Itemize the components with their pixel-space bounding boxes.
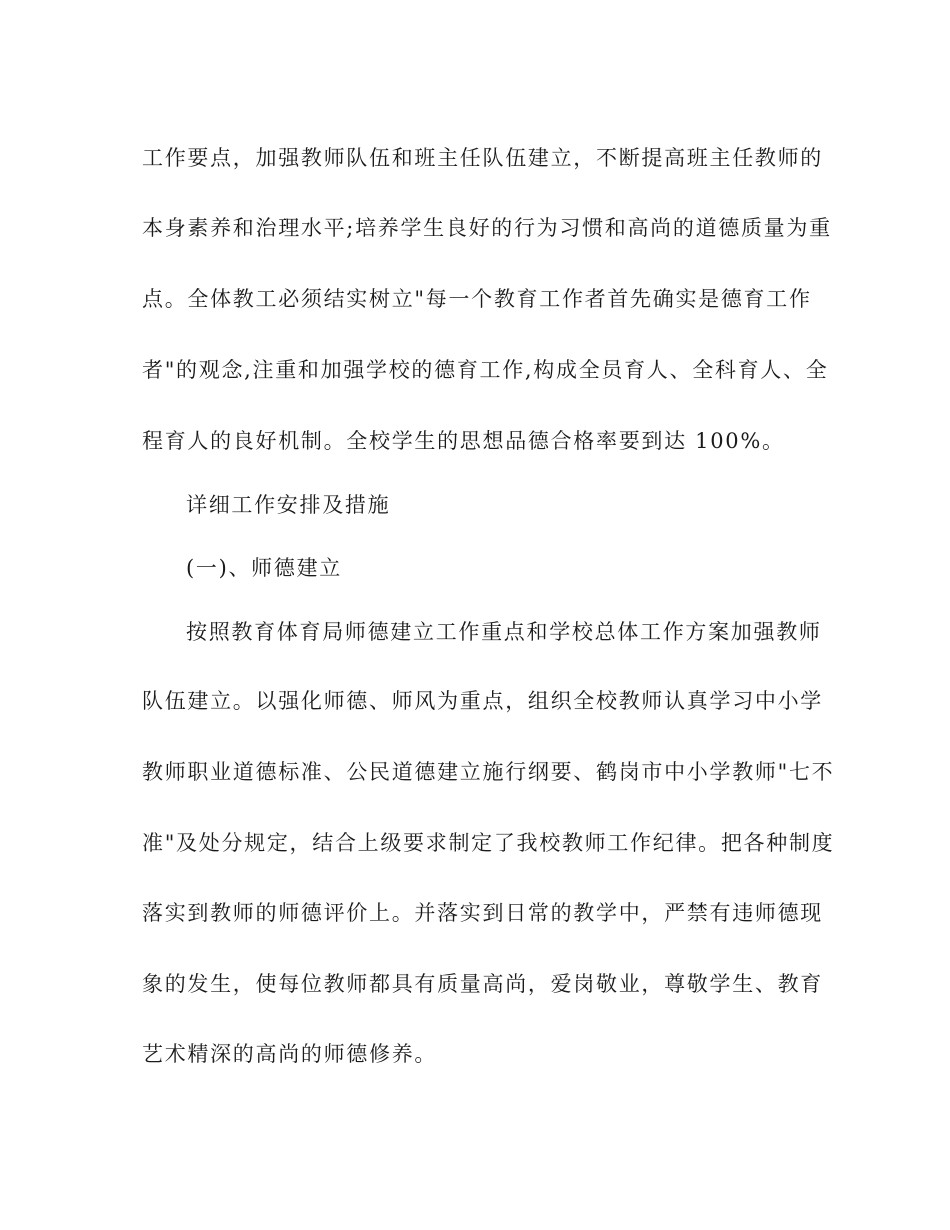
section-heading: 详细工作安排及措施 [186, 493, 391, 517]
paragraph-line: 准"及处分规定，结合上级要求制定了我校教师工作纪律。把各种制度 [142, 831, 835, 855]
paragraph-line: 程育人的良好机制。全校学生的思想品德合格率要到达 100%。 [142, 429, 785, 453]
paragraph-line: 象的发生，使每位教师都具有质量高尚，爱岗敬业，尊敬学生、教育 [142, 972, 823, 996]
paragraph-line: 艺术精深的高尚的师德修养。 [142, 1042, 438, 1066]
paragraph-line: 点。全体教工必须结实树立"每一个教育工作者首先确实是德育工作 [142, 287, 812, 311]
paragraph-line: 队伍建立。以强化师德、师风为重点，组织全校教师认真学习中小学 [142, 689, 823, 713]
subsection-heading: (一)、师德建立 [186, 556, 342, 580]
paragraph-line: 教师职业道德标准、公民道德建立施行纲要、鹤岗市中小学教师"七不 [142, 760, 835, 784]
paragraph-line: 者"的观念,注重和加强学校的德育工作,构成全员育人、全科育人、全 [142, 358, 829, 382]
paragraph-line: 工作要点，加强教师队伍和班主任队伍建立，不断提高班主任教师的 [142, 146, 823, 170]
paragraph-line: 落实到教师的师德评价上。并落实到日常的教学中，严禁有违师德现 [142, 901, 823, 925]
paragraph-line: 本身素养和治理水平;培养学生良好的行为习惯和高尚的道德质量为重 [142, 216, 832, 240]
paragraph-line: 按照教育体育局师德建立工作重点和学校总体工作方案加强教师 [186, 620, 822, 644]
